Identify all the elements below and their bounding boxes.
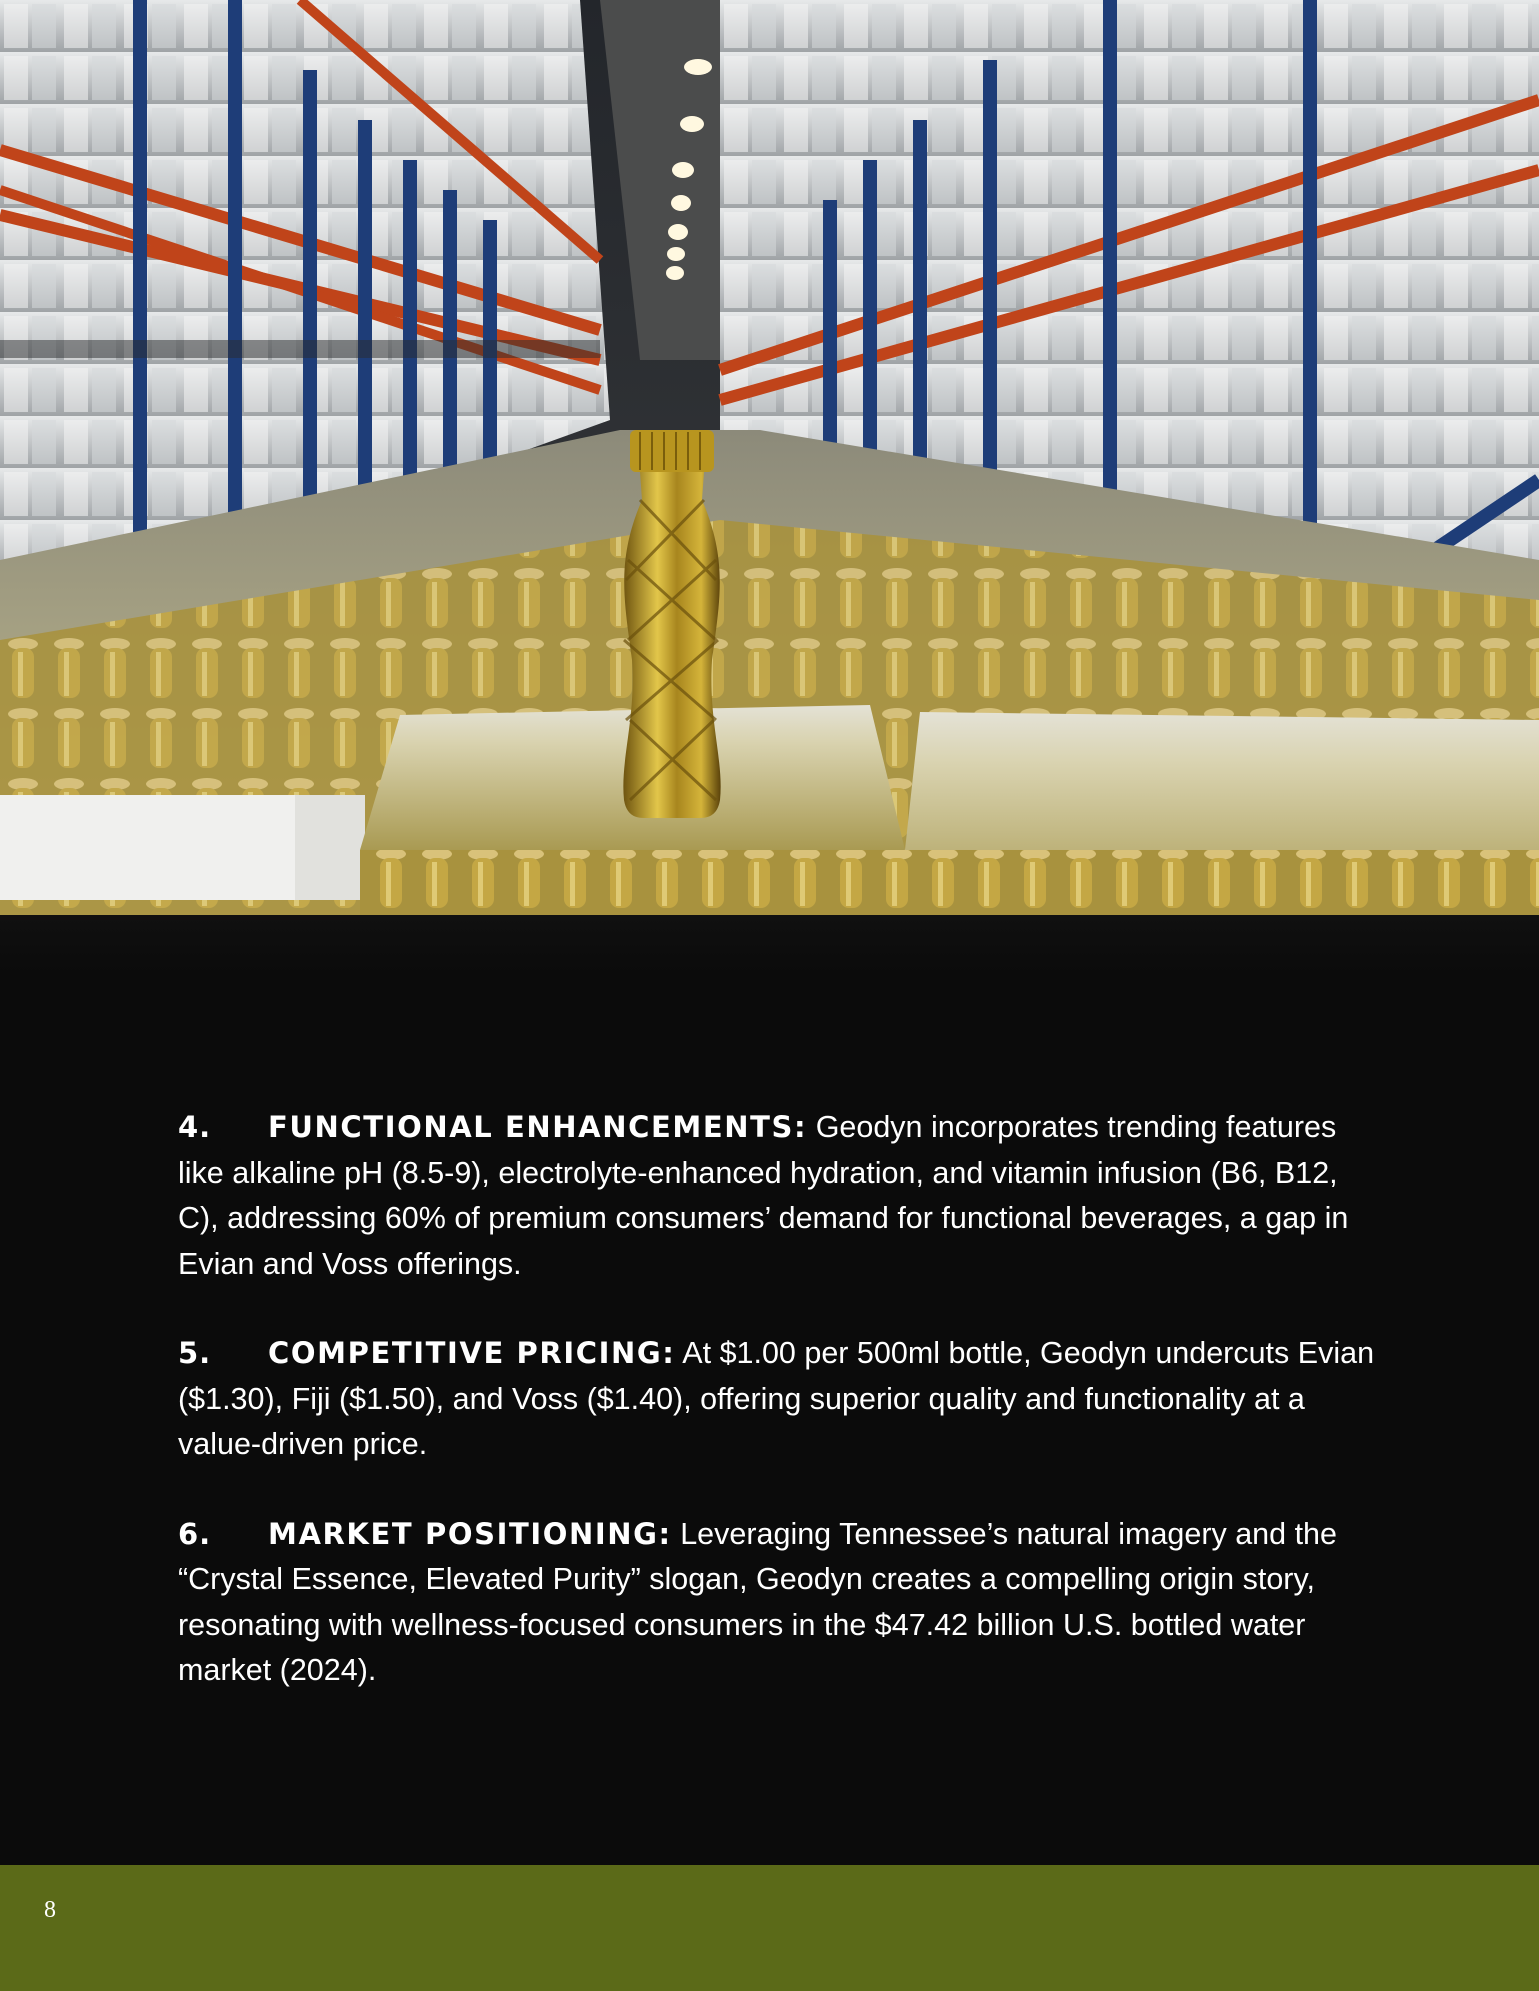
content-section [178, 1105, 1378, 1738]
point-4 [178, 1105, 1378, 1287]
point-5 [178, 1331, 1378, 1468]
hero-fade [0, 915, 1539, 973]
point-6 [178, 1512, 1378, 1694]
point-number: 4. [178, 1110, 212, 1144]
point-body: Geodyn incorporates trending features like alkaline pH (8.5-9), electrolyte-enhanced hydration, and vitamin infusion (B6, B12, C), addressing 60% of premium consumers’ demand for functional beverages, a gap in Evian and Voss offerings. [178, 1110, 1349, 1281]
hero-image [0, 0, 1539, 915]
page-number: 8 [44, 1897, 56, 1923]
point-body: Leveraging Tennessee’s natural imagery and the “Crystal Essence, Elevated Purity” slogan, Geodyn creates a compelling origin story, resonating with wellness-focused consumers in the $47.42 billion U.S. bottled water market (2024). [178, 1516, 1337, 1687]
point-heading: MARKET POSITIONING: [268, 1516, 672, 1551]
point-heading: COMPETITIVE PRICING: [268, 1336, 676, 1370]
point-heading: FUNCTIONAL ENHANCEMENTS: [268, 1110, 808, 1144]
point-number: 6. [178, 1516, 212, 1551]
point-body: At $1.00 per 500ml bottle, Geodyn undercuts Evian ($1.30), Fiji ($1.50), and Voss ($1.40), offering superior quality and functionality at a value-driven price. [178, 1336, 1375, 1461]
footer-band [0, 1865, 1539, 1991]
point-number: 5. [178, 1336, 212, 1370]
warehouse-illustration [0, 0, 1539, 915]
